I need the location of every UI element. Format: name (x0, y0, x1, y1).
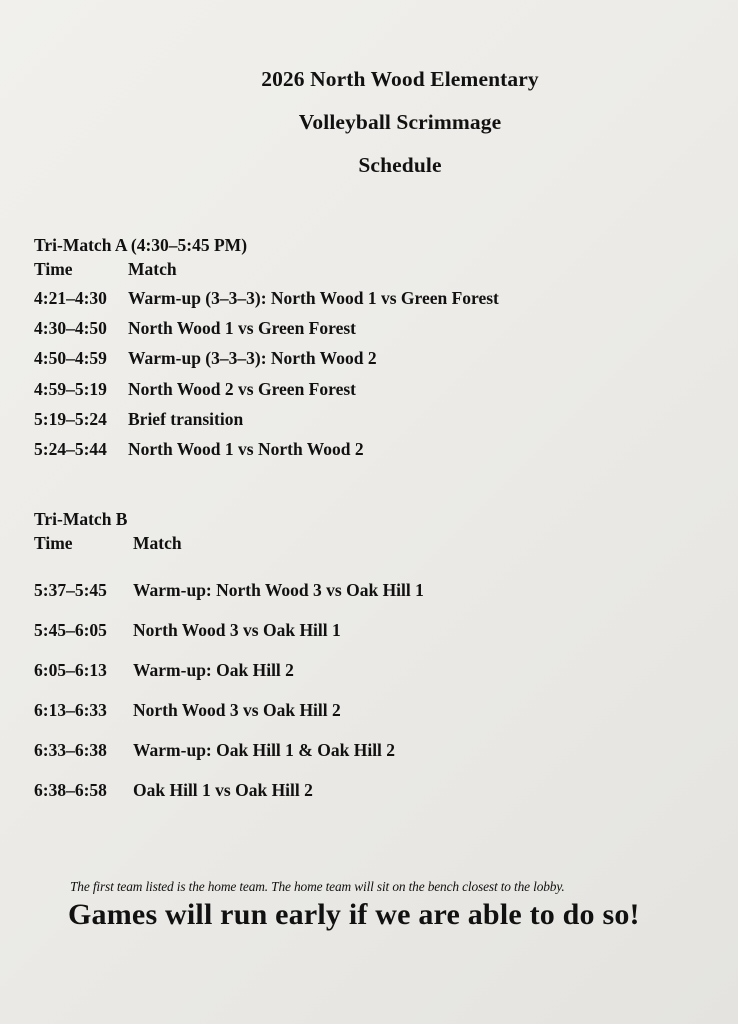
row-time: 4:21–4:30 (34, 288, 107, 308)
row-time: 6:38–6:58 (34, 780, 107, 800)
match-column-header: Match (133, 533, 182, 553)
page-title (0, 58, 738, 187)
schedule-row (34, 650, 424, 690)
tri-match-a-header-row (34, 256, 499, 282)
tri-match-a-heading: Tri-Match A (4:30–5:45 PM) (34, 235, 248, 255)
match-column-header: Match (128, 259, 177, 279)
title-line-3: Schedule (358, 153, 442, 177)
schedule-row (34, 570, 424, 610)
row-time: 4:59–5:19 (34, 378, 107, 399)
schedule-row (34, 610, 424, 650)
row-time: 4:50–4:59 (34, 348, 107, 369)
schedule-row (34, 343, 499, 373)
row-match: North Wood 3 vs Oak Hill 2 (133, 700, 341, 720)
row-match: Warm-up: Oak Hill 2 (133, 660, 294, 680)
row-time: 5:37–5:45 (34, 580, 107, 600)
schedule-row (34, 374, 499, 404)
row-match: Warm-up (3–3–3): North Wood 2 (128, 348, 377, 369)
row-match: Warm-up: North Wood 3 vs Oak Hill 1 (133, 580, 424, 600)
row-match: North Wood 1 vs Green Forest (128, 318, 356, 339)
row-time: 6:13–6:33 (34, 700, 107, 720)
title-line-2: Volleyball Scrimmage (298, 110, 502, 134)
row-time: 4:30–4:50 (34, 318, 107, 339)
time-column-header: Time (34, 533, 73, 553)
title-line-1: 2026 North Wood Elementary (261, 67, 539, 91)
row-match: Brief transition (128, 408, 244, 429)
tri-match-b-section (34, 508, 424, 810)
row-time: 5:45–6:05 (34, 620, 107, 640)
row-time: 5:19–5:24 (34, 408, 107, 429)
schedule-row (34, 313, 499, 343)
tri-match-b-heading: Tri-Match B (34, 509, 128, 529)
row-match: Oak Hill 1 vs Oak Hill 2 (133, 780, 313, 800)
tri-match-b-header-row (34, 530, 424, 556)
row-time: 5:24–5:44 (34, 439, 107, 460)
schedule-row (34, 690, 424, 730)
early-games-callout: Games will run early if we are able to do so! (68, 898, 640, 931)
row-match: Warm-up: Oak Hill 1 & Oak Hill 2 (133, 740, 396, 760)
schedule-row (34, 283, 499, 313)
schedule-row (34, 404, 499, 434)
row-match: North Wood 3 vs Oak Hill 1 (133, 620, 341, 640)
home-team-note: The first team listed is the home team. The home team will sit on the bench closest to the lobby. (70, 879, 565, 894)
tri-match-a-section (34, 234, 499, 464)
row-time: 6:05–6:13 (34, 660, 107, 680)
schedule-row (34, 730, 424, 770)
schedule-row (34, 770, 424, 810)
time-column-header: Time (34, 259, 73, 279)
row-match: Warm-up (3–3–3): North Wood 1 vs Green Forest (128, 288, 499, 308)
row-time: 6:33–6:38 (34, 740, 107, 760)
row-match: North Wood 1 vs North Wood 2 (128, 439, 364, 460)
schedule-row (34, 434, 499, 464)
row-match: North Wood 2 vs Green Forest (128, 378, 356, 399)
